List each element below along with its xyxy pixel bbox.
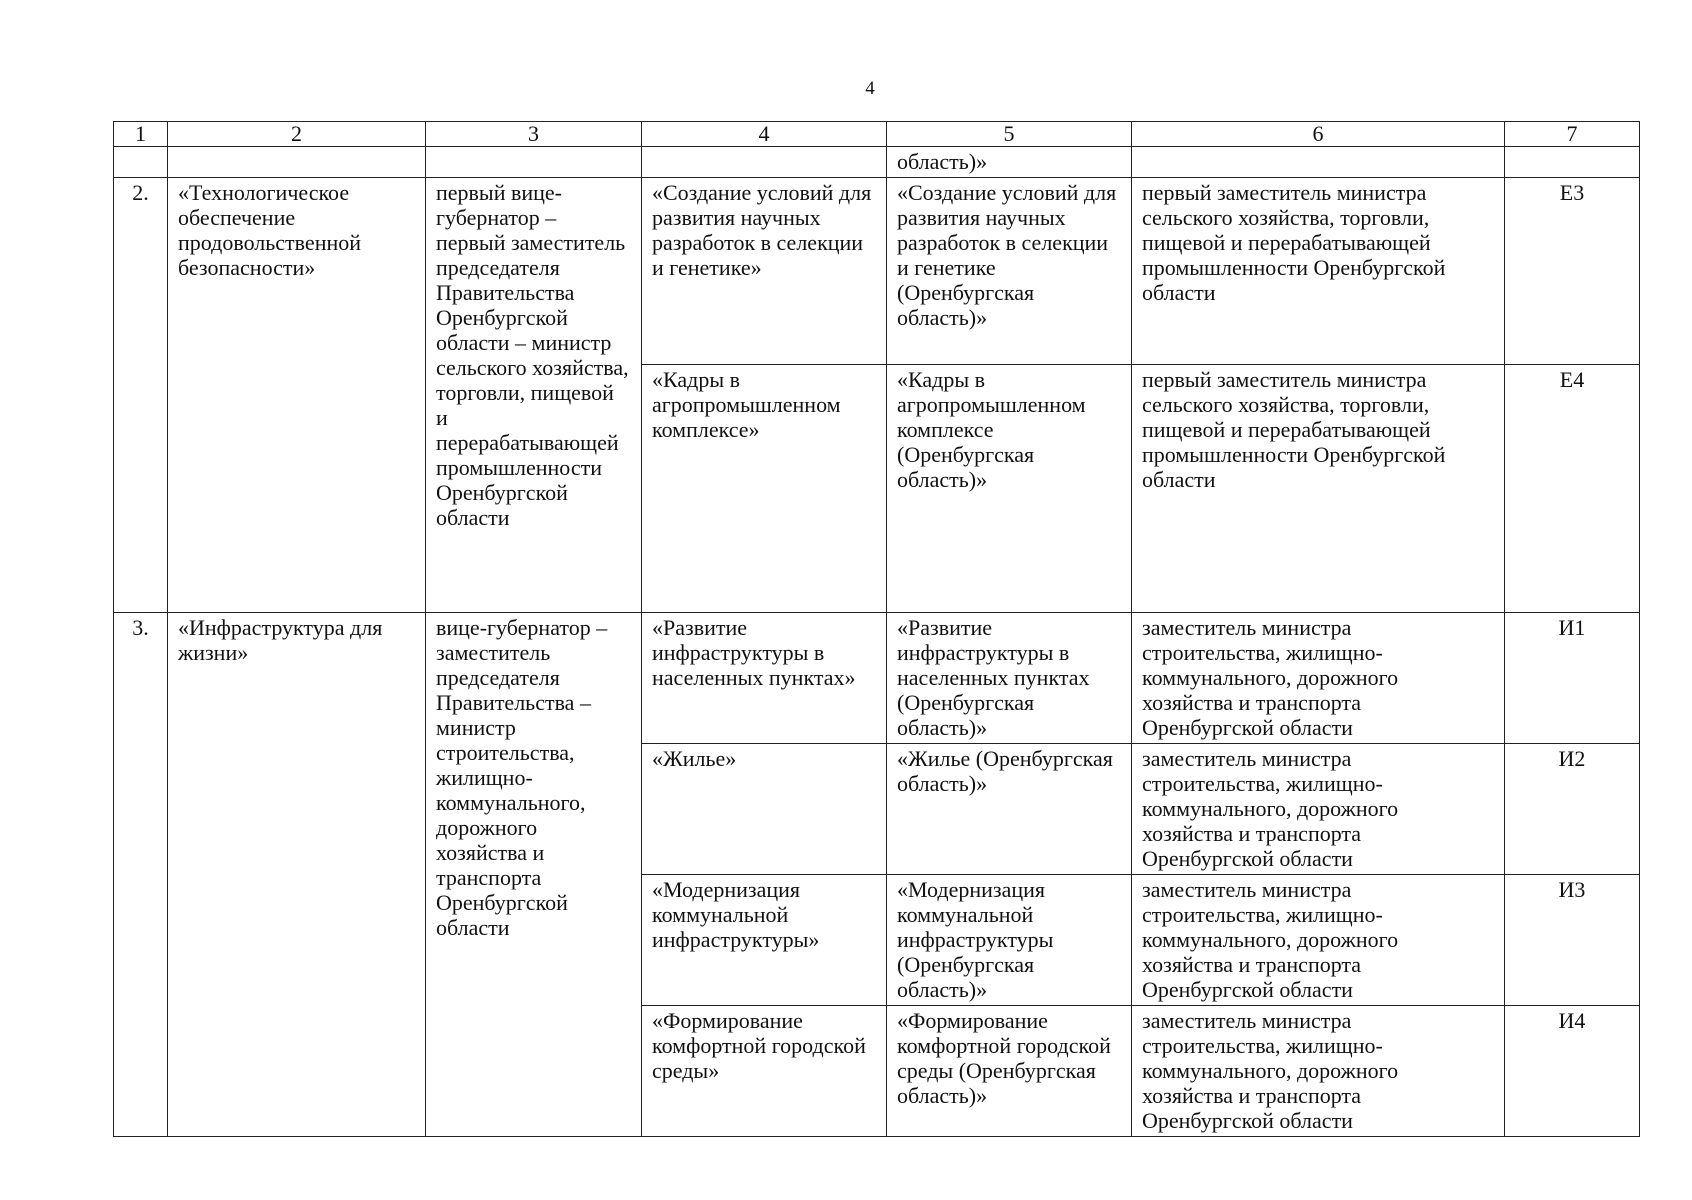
- regional-project-name: «Жилье (Оренбургская область)»: [887, 744, 1132, 875]
- project-code: И4: [1505, 1006, 1640, 1137]
- header-cell: 4: [642, 122, 887, 147]
- page-number: 4: [865, 78, 875, 99]
- project-code: И1: [1505, 613, 1640, 744]
- federal-project-name: «Создание условий для развития научных разработок в селекции и генетике»: [642, 178, 887, 365]
- national-project-name: «Технологическое обеспечение продовольственной безопасности»: [168, 178, 426, 613]
- continuation-row: [114, 147, 1640, 178]
- table-row: [114, 613, 1640, 744]
- table-cell: [1505, 147, 1640, 178]
- header-cell: 5: [887, 122, 1132, 147]
- table-header-row: [114, 122, 1640, 147]
- table-cell: [168, 147, 426, 178]
- projects-table: [113, 121, 1640, 1137]
- responsible-person: первый заместитель министра сельского хозяйства, торговли, пищевой и перерабатывающей промышленности Оренбургской области: [1132, 365, 1505, 613]
- national-project-name: «Инфраструктура для жизни»: [168, 613, 426, 1137]
- responsible-person: заместитель министра строительства, жилищно-коммунального, дорожного хозяйства и транспорта Оренбургской области: [1132, 1006, 1505, 1137]
- responsible-person: заместитель министра строительства, жилищно-коммунального, дорожного хозяйства и транспорта Оренбургской области: [1132, 744, 1505, 875]
- federal-project-name: «Формирование комфортной городской среды»: [642, 1006, 887, 1137]
- table-cell: [426, 147, 642, 178]
- header-cell: 1: [114, 122, 168, 147]
- federal-project-name: «Кадры в агропромышленном комплексе»: [642, 365, 887, 613]
- federal-project-name: «Жилье»: [642, 744, 887, 875]
- responsible-person: заместитель министра строительства, жилищно-коммунального, дорожного хозяйства и транспорта Оренбургской области: [1132, 613, 1505, 744]
- table-cell: [642, 147, 887, 178]
- regional-project-name: «Развитие инфраструктуры в населенных пунктах (Оренбургская область)»: [887, 613, 1132, 744]
- header-cell: 7: [1505, 122, 1640, 147]
- regional-project-name: «Кадры в агропромышленном комплексе (Оренбургская область)»: [887, 365, 1132, 613]
- header-cell: 3: [426, 122, 642, 147]
- row-number: 2.: [114, 178, 168, 613]
- row-number: 3.: [114, 613, 168, 1137]
- project-curator: первый вице-губернатор – первый заместитель председателя Правительства Оренбургской области – министр сельского хозяйства, торговли, пищевой и перерабатывающей промышленности Оренбургской области: [426, 178, 642, 613]
- header-cell: 6: [1132, 122, 1505, 147]
- table-cell: область)»: [887, 147, 1132, 178]
- responsible-person: заместитель министра строительства, жилищно-коммунального, дорожного хозяйства и транспорта Оренбургской области: [1132, 875, 1505, 1006]
- project-code: Е3: [1505, 178, 1640, 365]
- header-cell: 2: [168, 122, 426, 147]
- federal-project-name: «Развитие инфраструктуры в населенных пунктах»: [642, 613, 887, 744]
- project-curator: вице-губернатор – заместитель председателя Правительства – министр строительства, жилищно-коммунального, дорожного хозяйства и транспорта Оренбургской области: [426, 613, 642, 1137]
- regional-project-name: «Формирование комфортной городской среды (Оренбургская область)»: [887, 1006, 1132, 1137]
- regional-project-name: «Создание условий для развития научных разработок в селекции и генетике (Оренбургская область)»: [887, 178, 1132, 365]
- federal-project-name: «Модернизация коммунальной инфраструктуры»: [642, 875, 887, 1006]
- project-code: И3: [1505, 875, 1640, 1006]
- project-code: Е4: [1505, 365, 1640, 613]
- project-code: И2: [1505, 744, 1640, 875]
- responsible-person: первый заместитель министра сельского хозяйства, торговли, пищевой и перерабатывающей промышленности Оренбургской области: [1132, 178, 1505, 365]
- table-row: [114, 178, 1640, 365]
- table-cell: [1132, 147, 1505, 178]
- regional-project-name: «Модернизация коммунальной инфраструктуры (Оренбургская область)»: [887, 875, 1132, 1006]
- table-cell: [114, 147, 168, 178]
